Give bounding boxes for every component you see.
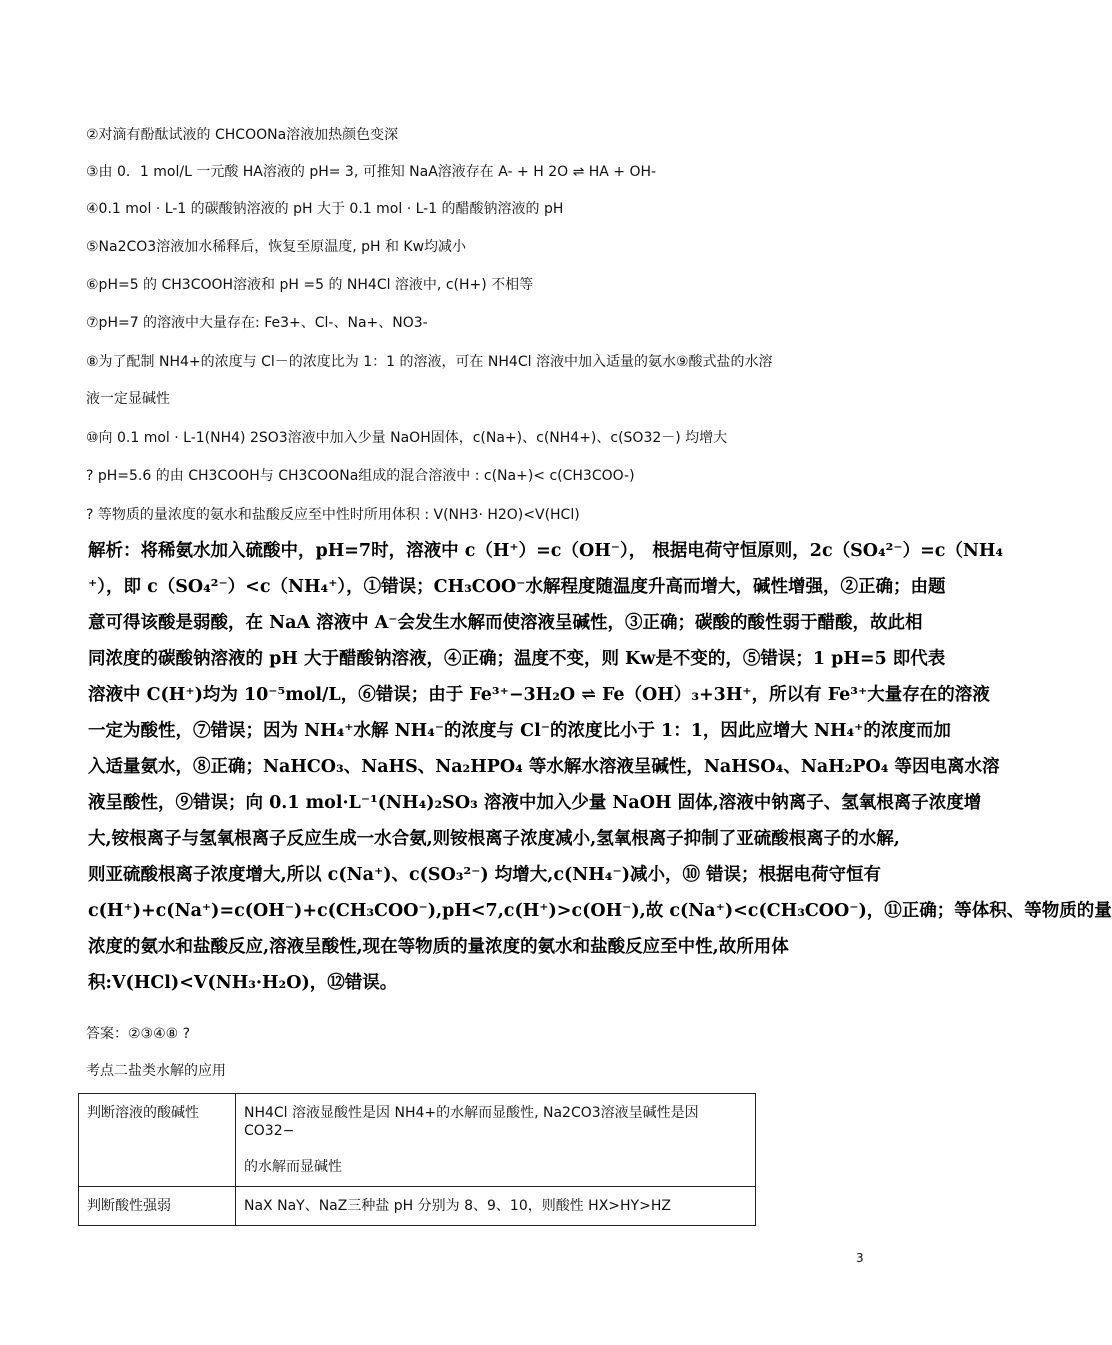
table-cell-content [236, 1094, 756, 1187]
question-5: ⑤Na2CO3溶液加水稀释后，恢复至原温度, pH 和 Kw均减小 [86, 239, 467, 255]
question-4: ④0.1 mol · L-1 的碳酸钠溶液的 pH 大于 0.1 mol · L-1 的醋酸钠溶液的 pH [86, 201, 564, 217]
explanation-line: 积:V(HCl)<V(NH₃·H₂O)，⑫错误。 [88, 973, 398, 993]
explanation-line: 则亚硫酸根离子浓度增大,所以 c(Na⁺)、c(SO₃²⁻) 均增大,c(NH₄⁻)减小，⑩ 错误；根据电荷守恒有 [88, 865, 882, 885]
explanation-line: 浓度的氨水和盐酸反应,溶液呈酸性,现在等物质的量浓度的氨水和盐酸反应至中性,故所用体 [88, 937, 789, 957]
page-number: 3 [856, 1251, 864, 1265]
question-6: ⑥pH=5 的 CH3COOH溶液和 pH =5 的 NH4Cl 溶液中, c(H+) 不相等 [86, 277, 534, 293]
explanation-line: 溶液中 C(H⁺)均为 10⁻⁵mol/L，⑥错误；由于 Fe³⁺−3H₂O ⇌ Fe（OH）₃+3H⁺，所以有 Fe³⁺大量存在的溶液 [88, 685, 990, 705]
table-cell-line: NaX NaY、NaZ三种盐 pH 分别为 8、9、10，则酸性 HX>HY>HZ [244, 1198, 671, 1214]
answer: 答案：②③④⑧ ? [86, 1026, 191, 1042]
question-7: ⑦pH=7 的溶液中大量存在: Fe3+、Cl-、Na+、NO3- [86, 315, 428, 331]
question-3: ③由 0．1 mol/L 一元酸 HA溶液的 pH= 3, 可推知 NaA溶液存在 A- + H 2O ⇌ HA + OH- [86, 164, 657, 180]
explanation-line: c(H⁺)+c(Na⁺)=c(OH⁻)+c(CH₃COO⁻),pH<7,c(H⁺)>c(OH⁻),故 c(Na⁺)<c(CH₃COO⁻)，⑪正确；等体积、等物质的量 [88, 901, 1112, 921]
question-12: ? 等物质的量浓度的氨水和盐酸反应至中性时所用体积 : V(NH3· H2O)<V(HCl) [86, 507, 580, 523]
question-2: ②对滴有酚酞试液的 CHCOONa溶液加热颜色变深 [86, 127, 399, 143]
explanation-line: 意可得该酸是弱酸，在 NaA 溶液中 A⁻会发生水解而使溶液呈碱性，③正确；碳酸的酸性弱于醋酸，故此相 [88, 613, 923, 633]
table-cell-line: 的水解而显碱性 [244, 1159, 342, 1175]
question-8: ⑧为了配制 NH4+的浓度与 Cl－的浓度比为 1：1 的溶液，可在 NH4Cl 溶液中加入适量的氨水⑨酸式盐的水溶 [86, 354, 773, 370]
section-title: 考点二盐类水解的应用 [86, 1063, 226, 1079]
table-cell-label: 判断酸性强弱 [79, 1187, 236, 1226]
explanation-line: ⁺），即 c（SO₄²⁻）<c（NH₄⁺），①错误；CH₃COO⁻水解程度随温度升高而增大，碱性增强，②正确；由题 [88, 577, 946, 597]
table-cell-content [236, 1187, 756, 1226]
table-cell-label: 判断溶液的酸碱性 [79, 1094, 236, 1187]
table-row [79, 1094, 756, 1187]
explanation-line: 一定为酸性，⑦错误；因为 NH₄⁺水解 NH₄⁻的浓度与 Cl⁻的浓度比小于 1：1，因此应增大 NH₄⁺的浓度而加 [88, 721, 951, 741]
question-10: ⑩向 0.1 mol · L-1(NH4) 2SO3溶液中加入少量 NaOH固体，c(Na+)、c(NH4+)、c(SO32－) 均增大 [86, 430, 728, 446]
table-row [79, 1187, 756, 1226]
table-cell-line: NH4Cl 溶液显酸性是因 NH4+的水解而显酸性, Na2CO3溶液呈碱性是因 CO32− [244, 1105, 699, 1139]
explanation-line: 入适量氨水，⑧正确；NaHCO₃、NaHS、Na₂HPO₄ 等水解水溶液呈碱性，NaHSO₄、NaH₂PO₄ 等因电离水溶 [88, 757, 1000, 777]
explanation-line: 大,铵根离子与氢氧根离子反应生成一水合氨,则铵根离子浓度减小,氢氧根离子抑制了亚硫酸根离子的水解, [88, 829, 900, 849]
question-9-continuation: 液一定显碱性 [86, 391, 170, 407]
explanation-line: 液呈酸性，⑨错误；向 0.1 mol·L⁻¹(NH₄)₂SO₃ 溶液中加入少量 NaOH 固体,溶液中钠离子、氢氧根离子浓度增 [88, 793, 982, 813]
explanation-line: 解析：将稀氨水加入硫酸中，pH=7时，溶液中 c（H⁺）=c（OH⁻）， 根据电荷守恒原则，2c（SO₄²⁻）=c（NH₄ [88, 541, 1004, 561]
explanation-line: 同浓度的碳酸钠溶液的 pH 大于醋酸钠溶液，④正确；温度不变，则 Kw是不变的，⑤错误；1 pH=5 即代表 [88, 649, 946, 669]
question-11: ? pH=5.6 的由 CH3COOH与 CH3COONa组成的混合溶液中 : c(Na+)< c(CH3COO-) [86, 468, 635, 484]
application-table [78, 1093, 756, 1226]
